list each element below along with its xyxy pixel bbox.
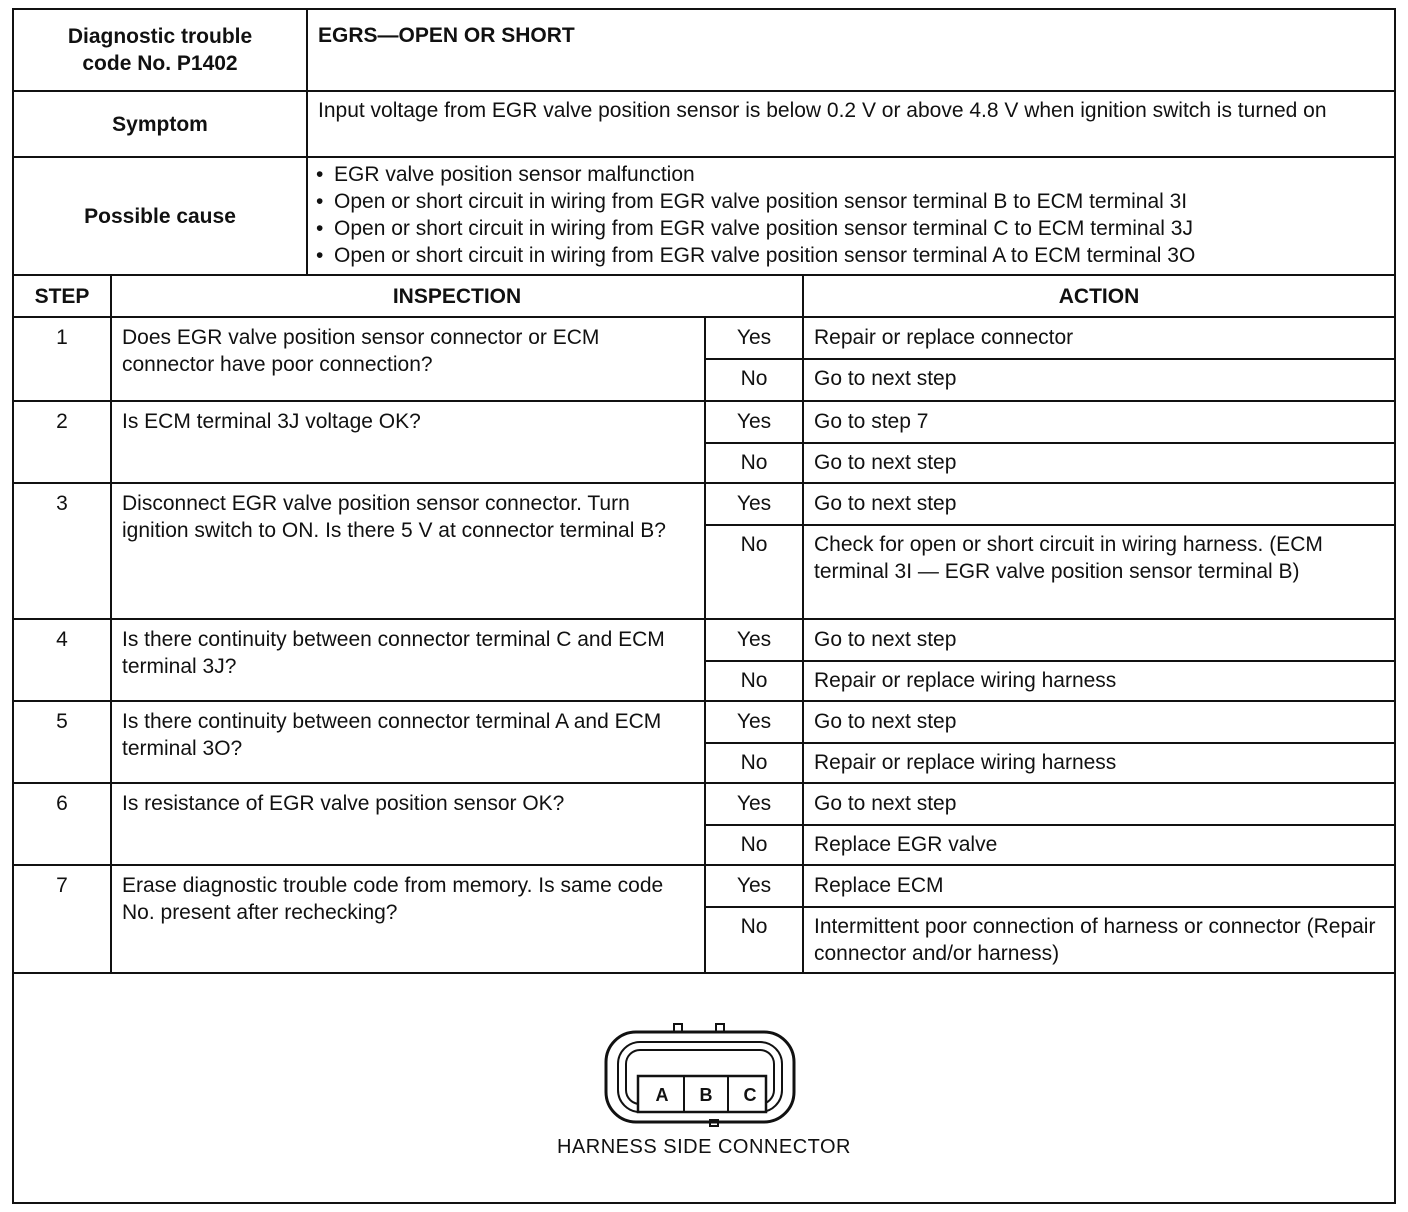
cause-list-cell	[308, 158, 1394, 274]
divider	[306, 10, 308, 274]
yes-label: Yes	[736, 874, 772, 897]
yes-action: Replace ECM	[814, 874, 944, 897]
dtc-title: EGRS—OPEN OR SHORT	[318, 24, 575, 47]
step-number: 6	[56, 792, 68, 815]
no-label: No	[740, 533, 768, 556]
no-label: No	[740, 367, 768, 390]
col-header-step: STEP	[34, 285, 90, 308]
dtc-title-cell	[308, 10, 1394, 90]
yes-action: Go to next step	[814, 710, 957, 733]
inspection-text: Disconnect EGR valve position sensor connector. Turn ignition switch to ON. Is there 5 V at connector terminal B?	[122, 492, 666, 542]
divider	[802, 274, 804, 972]
col-header-action: ACTION	[1058, 285, 1140, 308]
cause-item: • Open or short circuit in wiring from EGR valve position sensor terminal C to ECM terminal 3J	[312, 215, 1384, 242]
symptom-label-cell	[14, 92, 306, 156]
inspection-text: Erase diagnostic trouble code from memory. Is same code No. present after rechecking?	[122, 874, 664, 924]
no-label: No	[740, 751, 768, 774]
inspection-text: Is ECM terminal 3J voltage OK?	[122, 410, 421, 433]
cause-item: • Open or short circuit in wiring from EGR valve position sensor terminal A to ECM terminal 3O	[312, 242, 1384, 269]
yes-action: Go to next step	[814, 792, 957, 815]
yes-action: Repair or replace connector	[814, 326, 1074, 349]
cause-label: Possible cause	[84, 204, 236, 228]
yes-label: Yes	[736, 710, 772, 733]
no-action: Repair or replace wiring harness	[814, 751, 1117, 774]
yes-label: Yes	[736, 326, 772, 349]
cause-item: • EGR valve position sensor malfunction	[312, 161, 1384, 188]
step-number: 3	[56, 492, 68, 515]
step-number: 1	[56, 326, 68, 349]
step-number: 4	[56, 628, 68, 651]
step-number: 7	[56, 874, 68, 897]
cause-list	[312, 161, 1384, 269]
inspection-text: Is resistance of EGR valve position sensor OK?	[122, 792, 565, 815]
harness-connector-diagram	[600, 1020, 800, 1132]
no-action: Replace EGR valve	[814, 833, 998, 856]
cause-label-cell	[14, 158, 306, 274]
symptom-label: Symptom	[112, 112, 208, 136]
symptom-text: Input voltage from EGR valve position sensor is below 0.2 V or above 4.8 V when ignition switch is turned on	[318, 99, 1327, 122]
terminal-b-label: B	[699, 1085, 713, 1105]
step-number: 5	[56, 710, 68, 733]
yes-label: Yes	[736, 410, 772, 433]
no-action: Go to next step	[814, 451, 957, 474]
divider	[704, 316, 706, 972]
symptom-text-cell	[308, 92, 1394, 156]
no-action: Go to next step	[814, 367, 957, 390]
no-label: No	[740, 915, 768, 938]
no-action: Intermittent poor connection of harness or connector (Repair connector and/or harness)	[814, 915, 1376, 965]
no-label: No	[740, 669, 768, 692]
inspection-text: Does EGR valve position sensor connector or ECM connector have poor connection?	[122, 326, 600, 376]
step-number: 2	[56, 410, 68, 433]
yes-action: Go to next step	[814, 492, 957, 515]
yes-label: Yes	[736, 792, 772, 815]
dtc-label: Diagnostic trouble code No. P1402	[67, 25, 253, 75]
diagnostic-sheet	[12, 8, 1396, 1204]
no-action: Repair or replace wiring harness	[814, 669, 1117, 692]
divider	[14, 972, 1394, 974]
yes-label: Yes	[736, 492, 772, 515]
inspection-text: Is there continuity between connector terminal A and ECM terminal 3O?	[122, 710, 662, 760]
terminal-a-label: A	[655, 1085, 669, 1105]
connector-caption: HARNESS SIDE CONNECTOR	[556, 1136, 851, 1158]
terminal-c-label: C	[743, 1085, 757, 1105]
inspection-text: Is there continuity between connector terminal C and ECM terminal 3J?	[122, 628, 665, 678]
dtc-label-cell	[14, 10, 306, 90]
yes-label: Yes	[736, 628, 772, 651]
col-header-inspection: INSPECTION	[392, 285, 522, 308]
no-label: No	[740, 833, 768, 856]
no-action: Check for open or short circuit in wiring harness. (ECM terminal 3I — EGR valve position sensor terminal B)	[814, 533, 1323, 583]
divider	[110, 274, 112, 972]
cause-item: • Open or short circuit in wiring from EGR valve position sensor terminal B to ECM terminal 3I	[312, 188, 1384, 215]
yes-action: Go to step 7	[814, 410, 929, 433]
yes-action: Go to next step	[814, 628, 957, 651]
no-label: No	[740, 451, 768, 474]
